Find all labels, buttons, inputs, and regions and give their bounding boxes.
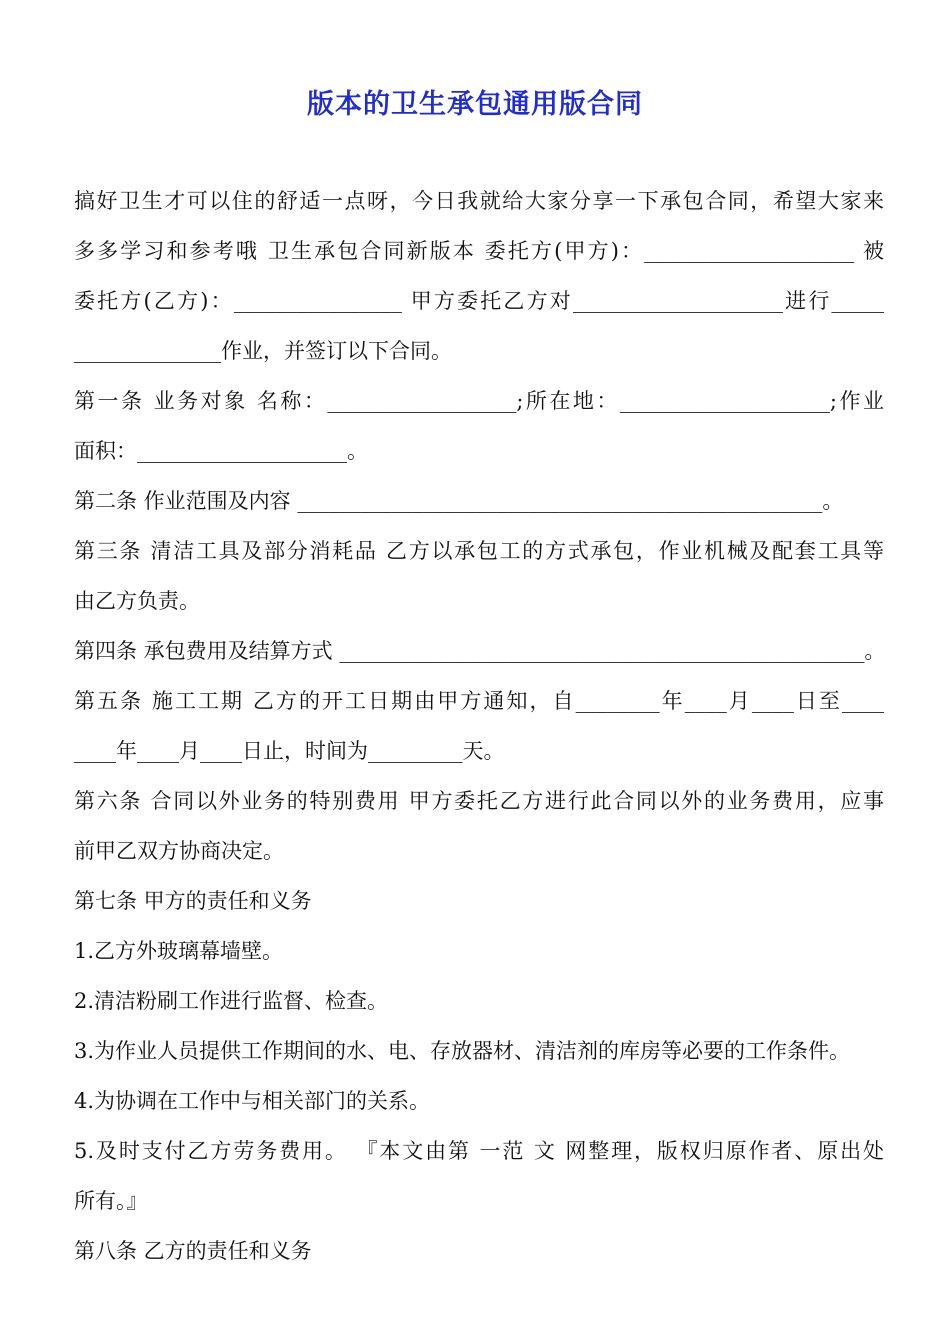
list-item: 5.及时支付乙方劳务费用。 『本文由第 一范 文 网整理，版权归原作者、原出处 [74, 1139, 884, 1163]
section-heading: 第七条 甲方的责任和义务 [74, 889, 312, 913]
list-item: 4.为协调在工作中与相关部门的关系。 [74, 1089, 431, 1113]
list-item: 2.清洁粉刷工作进行监督、检查。 [74, 989, 389, 1013]
paragraph-line: 前甲乙双方协商决定。 [74, 839, 284, 863]
list-item: 1.乙方外玻璃幕墙壁。 [74, 939, 284, 963]
section-heading: 第八条 乙方的责任和义务 [74, 1239, 312, 1263]
paragraph-line: 由乙方负责。 [74, 589, 200, 613]
paragraph-line: 面积：____________________。 [74, 439, 368, 463]
paragraph-line: ______________作业，并签订以下合同。 [74, 339, 452, 363]
list-item: 3.为作业人员提供工作期间的水、电、存放器材、清洁剂的库房等必要的工作条件。 [74, 1039, 851, 1063]
document-title: 版本的卫生承包通用版合同 [307, 89, 643, 120]
paragraph-line: 第五条 施工工期 乙方的开工日期由甲方通知，自________年____月____日至____ [74, 689, 884, 713]
paragraph-line: 委托方(乙方)：________________ 甲方委托乙方对____________________进行_____ [74, 289, 884, 313]
list-item: 所有。』 [74, 1189, 148, 1213]
paragraph-line: ____年____月____日止，时间为_________天。 [74, 739, 505, 763]
paragraph-line: 第三条 清洁工具及部分消耗品 乙方以承包工的方式承包，作业机械及配套工具等 [74, 539, 884, 563]
paragraph-line: 第二条 作业范围及内容 __________________________________________________。 [74, 489, 844, 513]
paragraph-line: 第四条 承包费用及结算方式 __________________________________________________。 [74, 639, 886, 663]
paragraph-line: 多多学习和参考哦 卫生承包合同新版本 委托方(甲方)：____________________ 被 [74, 239, 884, 263]
paragraph-line: 第一条 业务对象 名称：__________________;所在地：____________________;作业 [74, 389, 884, 413]
paragraph-line: 搞好卫生才可以住的舒适一点呀，今日我就给大家分享一下承包合同，希望大家来 [74, 189, 884, 213]
paragraph-line: 第六条 合同以外业务的特别费用 甲方委托乙方进行此合同以外的业务费用，应事 [74, 789, 884, 813]
